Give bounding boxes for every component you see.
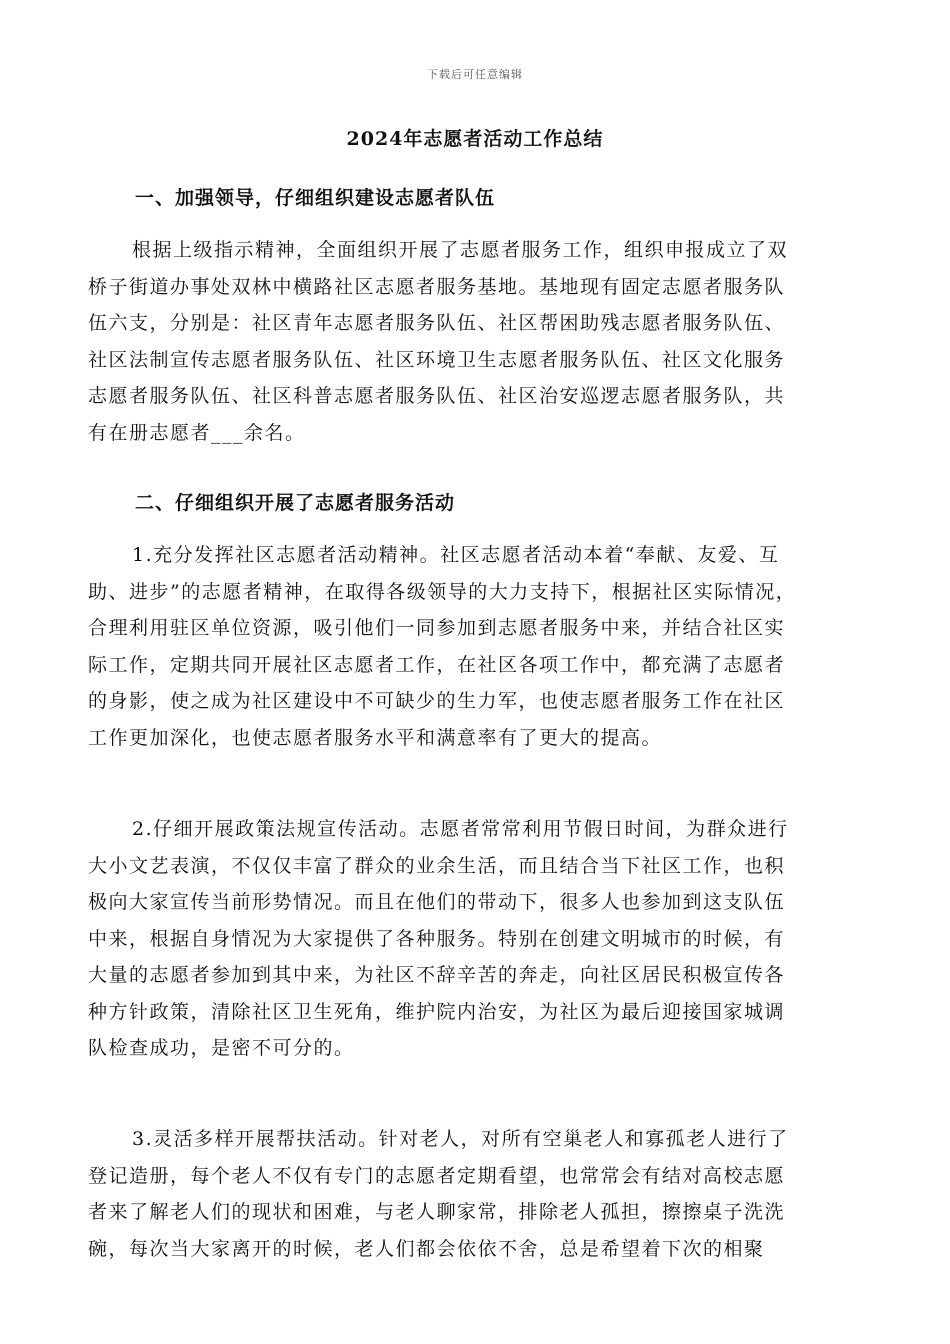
paragraph-line: 者来了解老人们的现状和困难，与老人聊家常，排除老人孤担，擦擦桌子洗洗 — [88, 1201, 786, 1223]
section-2-paragraph-2 — [88, 811, 868, 1067]
paragraph-line: 登记造册，每个老人不仅有专门的志愿者定期看望，也常常会有结对高校志愿 — [88, 1164, 786, 1187]
paragraph-line: 社区法制宣传志愿者服务队伍、社区环境卫生志愿者服务队伍、社区文化服务 — [88, 348, 786, 371]
paragraph-line: 大小文艺表演，不仅仅丰富了群众的业余生活，而且结合当下社区工作，也积 — [88, 854, 786, 877]
section-heading-2: 二、仔细组织开展了志愿者服务活动 — [135, 492, 456, 514]
paragraph-line: 碗，每次当大家离开的时候，老人们都会依依不舍，总是希望着下次的相聚 — [88, 1237, 765, 1260]
section-2-paragraph-1 — [88, 537, 868, 756]
section-2-paragraph-3 — [88, 1121, 868, 1267]
section-heading-1: 一、加强领导，仔细组织建设志愿者队伍 — [135, 187, 496, 209]
paragraph-line: 际工作，定期共同开展社区志愿者工作，在社区各项工作中，都充满了志愿者 — [88, 653, 786, 676]
paragraph-line: 合理利用驻区单位资源，吸引他们一同参加到志愿者服务中来，并结合社区实 — [88, 617, 786, 639]
paragraph-line: 中来，根据自身情况为大家提供了各种服务。特别在创建文明城市的时候，有 — [88, 927, 786, 950]
paragraph-line: 队检查成功，是密不可分的。 — [88, 1037, 355, 1059]
paragraph-line: 志愿者服务队伍、社区科普志愿者服务队伍、社区治安巡逻志愿者服务队，共 — [88, 385, 786, 407]
paragraph-line: 桥子街道办事处双林中横路社区志愿者服务基地。基地现有固定志愿者服务队 — [88, 275, 786, 298]
paragraph-line: 大量的志愿者参加到其中来，为社区不辞辛苦的奔走，向社区居民积极宣传各 — [88, 964, 786, 986]
paragraph-line: 种方针政策，清除社区卫生死角，维护院内治安，为社区为最后迎接国家城调 — [88, 1000, 786, 1023]
paragraph-line: 极向大家宣传当前形势情况。而且在他们的带动下，很多人也参加到这支队伍 — [88, 891, 786, 913]
paragraph-line: 的身影，使之成为社区建设中不可缺少的生力军，也使志愿者服务工作在社区 — [88, 690, 786, 712]
paragraph-line: 3.灵活多样开展帮扶活动。针对老人，对所有空巢老人和寡孤老人进行了 — [132, 1128, 789, 1150]
header-note: 下载后可任意编辑 — [427, 68, 523, 81]
document-title: 2024年志愿者活动工作总结 — [346, 128, 604, 150]
paragraph-line: 根据上级指示精神，全面组织开展了志愿者服务工作，组织申报成立了双 — [132, 239, 789, 261]
paragraph-line: 工作更加深化，也使志愿者服务水平和满意率有了更大的提高。 — [88, 726, 663, 749]
paragraph-line: 2.仔细开展政策法规宣传活动。志愿者常常利用节假日时间，为群众进行 — [132, 818, 789, 840]
paragraph-line: 助、进步”的志愿者精神，在取得各级领导的大力支持下，根据社区实际情况， — [88, 580, 797, 603]
paragraph-line: 有在册志愿者___余名。 — [88, 421, 306, 444]
section-1-paragraph-1 — [88, 232, 868, 451]
paragraph-line: 1.充分发挥社区志愿者活动精神。社区志愿者活动本着“奉献、友爱、互 — [132, 544, 780, 566]
paragraph-line: 伍六支，分别是：社区青年志愿者服务队伍、社区帮困助残志愿者服务队伍、 — [88, 312, 786, 334]
